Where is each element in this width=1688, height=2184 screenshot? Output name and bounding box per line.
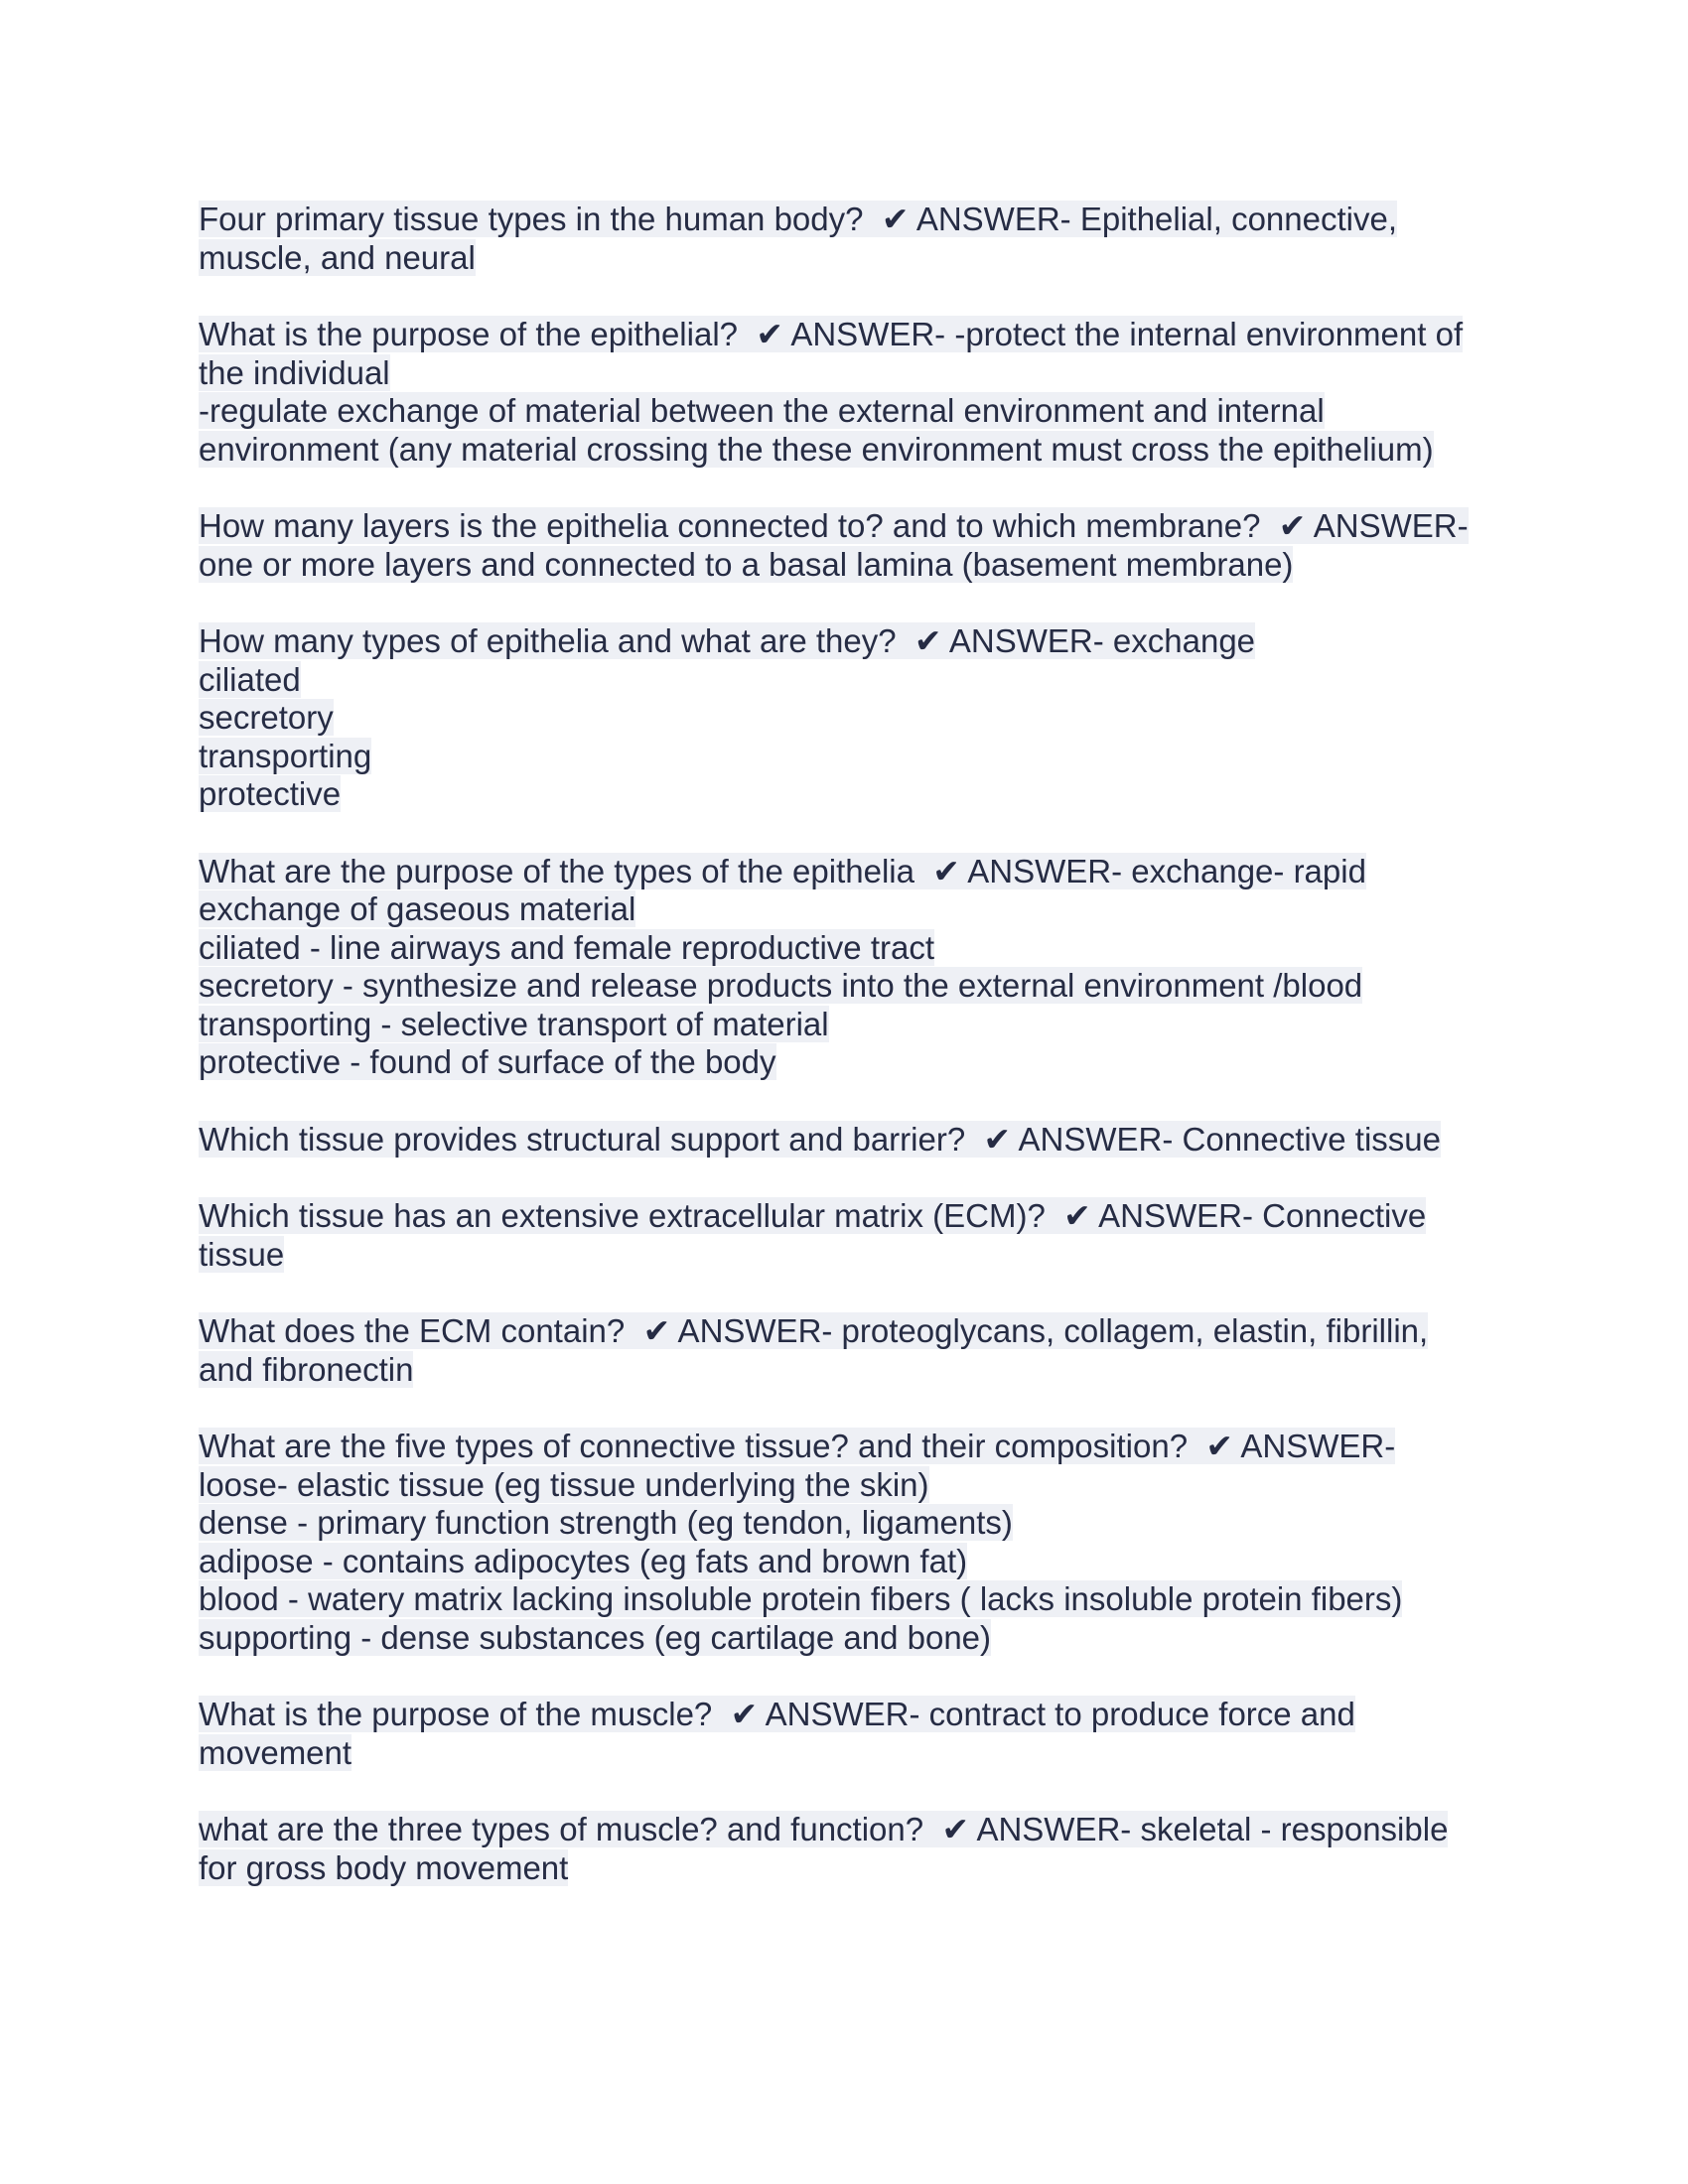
question-line bbox=[199, 201, 1499, 239]
text-run: protective bbox=[199, 775, 342, 812]
text-run: muscle, and neural bbox=[199, 238, 476, 276]
question-line bbox=[199, 1121, 1499, 1160]
text-run: transporting bbox=[199, 737, 372, 774]
qa-block bbox=[199, 853, 1499, 1082]
answer-line bbox=[199, 546, 1499, 585]
qa-block bbox=[199, 1428, 1499, 1657]
text-run: tissue bbox=[199, 1235, 285, 1273]
answer-line bbox=[199, 392, 1499, 431]
text-run: What does the ECM contain? ✔ ANSWER- proteoglycans, collagem, elastin, fibrillin, bbox=[199, 1312, 1429, 1349]
answer-line bbox=[199, 967, 1499, 1006]
answer-line bbox=[199, 699, 1499, 738]
qa-block bbox=[199, 507, 1499, 584]
text-run: exchange of gaseous material bbox=[199, 890, 636, 927]
document-page bbox=[199, 201, 1499, 1926]
answer-line bbox=[199, 775, 1499, 814]
answer-line bbox=[199, 1734, 1499, 1773]
answer-line bbox=[199, 1849, 1499, 1888]
answer-line bbox=[199, 738, 1499, 776]
text-run: How many layers is the epithelia connected to? and to which membrane? ✔ ANSWER- bbox=[199, 507, 1469, 544]
text-run: adipose - contains adipocytes (eg fats and brown fat) bbox=[199, 1542, 968, 1579]
text-run: What are the five types of connective tissue? and their composition? ✔ ANSWER- bbox=[199, 1428, 1396, 1464]
text-run: ciliated bbox=[199, 660, 301, 698]
question-line bbox=[199, 1428, 1499, 1466]
text-run: ciliated - line airways and female reproductive tract bbox=[199, 928, 935, 966]
qa-block bbox=[199, 622, 1499, 814]
text-run: what are the three types of muscle? and function? ✔ ANSWER- skeletal - responsible bbox=[199, 1811, 1449, 1847]
text-run: What are the purpose of the types of the epithelia ✔ ANSWER- exchange- rapid bbox=[199, 852, 1366, 889]
text-run: loose- elastic tissue (eg tissue underlying the skin) bbox=[199, 1465, 929, 1503]
answer-line bbox=[199, 929, 1499, 968]
qa-block bbox=[199, 1312, 1499, 1389]
answer-line bbox=[199, 1006, 1499, 1044]
answer-line bbox=[199, 1236, 1499, 1275]
answer-line bbox=[199, 354, 1499, 393]
text-run: How many types of epithelia and what are they? ✔ ANSWER- exchange bbox=[199, 622, 1256, 659]
question-line bbox=[199, 1811, 1499, 1849]
qa-block bbox=[199, 316, 1499, 469]
text-run: the individual bbox=[199, 353, 390, 391]
text-run: What is the purpose of the epithelial? ✔ ANSWER- -protect the internal environment of bbox=[199, 316, 1464, 352]
answer-line bbox=[199, 1580, 1499, 1619]
text-run: supporting - dense substances (eg cartilage and bone) bbox=[199, 1618, 992, 1656]
answer-line bbox=[199, 661, 1499, 700]
question-line bbox=[199, 622, 1499, 661]
text-run: one or more layers and connected to a basal lamina (basement membrane) bbox=[199, 545, 1294, 583]
text-run: Which tissue has an extensive extracellular matrix (ECM)? ✔ ANSWER- Connective bbox=[199, 1197, 1427, 1234]
qa-block bbox=[199, 1197, 1499, 1274]
text-run: protective - found of surface of the body bbox=[199, 1043, 776, 1080]
answer-line bbox=[199, 1466, 1499, 1505]
question-line bbox=[199, 1312, 1499, 1351]
text-run: transporting - selective transport of material bbox=[199, 1005, 829, 1042]
answer-line bbox=[199, 1351, 1499, 1390]
answer-line bbox=[199, 239, 1499, 278]
question-line bbox=[199, 316, 1499, 354]
answer-line bbox=[199, 1619, 1499, 1658]
qa-block bbox=[199, 201, 1499, 277]
text-run: secretory - synthesize and release products into the external environment /blood bbox=[199, 967, 1363, 1004]
answer-line bbox=[199, 1504, 1499, 1543]
question-line bbox=[199, 1197, 1499, 1236]
text-run: What is the purpose of the muscle? ✔ ANSWER- contract to produce force and bbox=[199, 1696, 1355, 1732]
answer-line bbox=[199, 431, 1499, 470]
qa-block bbox=[199, 1811, 1499, 1887]
text-run: blood - watery matrix lacking insoluble protein fibers ( lacks insoluble protein fibers) bbox=[199, 1580, 1403, 1617]
text-run: for gross body movement bbox=[199, 1848, 569, 1886]
text-run: secretory bbox=[199, 699, 334, 736]
text-run: environment (any material crossing the these environment must cross the epithelium) bbox=[199, 430, 1434, 468]
answer-line bbox=[199, 1043, 1499, 1082]
text-run: Which tissue provides structural support and barrier? ✔ ANSWER- Connective tissue bbox=[199, 1120, 1441, 1158]
answer-line bbox=[199, 890, 1499, 929]
question-line bbox=[199, 853, 1499, 891]
question-line bbox=[199, 507, 1499, 546]
answer-line bbox=[199, 1543, 1499, 1581]
question-line bbox=[199, 1696, 1499, 1734]
text-run: -regulate exchange of material between the external environment and internal bbox=[199, 392, 1325, 429]
qa-block bbox=[199, 1696, 1499, 1772]
text-run: Four primary tissue types in the human body? ✔ ANSWER- Epithelial, connective, bbox=[199, 201, 1398, 237]
qa-block bbox=[199, 1121, 1499, 1160]
text-run: and fibronectin bbox=[199, 1350, 414, 1388]
text-run: movement bbox=[199, 1733, 352, 1771]
text-run: dense - primary function strength (eg tendon, ligaments) bbox=[199, 1504, 1013, 1541]
